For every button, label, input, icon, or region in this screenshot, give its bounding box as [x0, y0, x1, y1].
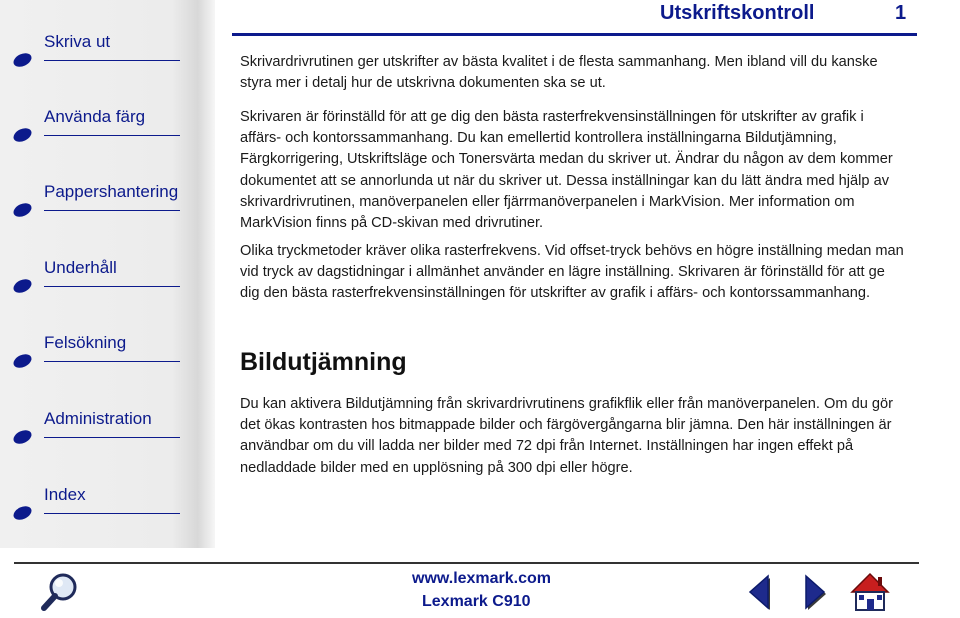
back-arrow-icon	[740, 570, 784, 614]
page-title: Utskriftskontroll	[660, 2, 815, 24]
page-number: 1	[895, 2, 907, 24]
sidebar-item-label: Skriva ut	[44, 32, 111, 51]
bullet-icon	[11, 126, 33, 145]
paragraph: Du kan aktivera Bildutjämning från skrivardrivrutinens grafikflik eller från manöverpanelen. Om du gör det ökas kontrasten hos bitmappade bilder och färgövergångarna blir jämna. Den här inställningen är användbar om du vill ladda ner bilder med 72 dpi från Internet. Inställningen har ingen effekt på nedladdade bilder med en upplösning på 300 dpi eller högre.	[240, 396, 893, 476]
search-button[interactable]	[38, 570, 82, 614]
back-button[interactable]	[740, 570, 784, 614]
sidebar-item-anvanda-farg[interactable]	[0, 107, 190, 147]
paragraph: Olika tryckmetoder kräver olika rasterfrekvens. Vid offset-tryck behövs en högre inställning medan man vid tryck av dagstidningar i allmänhet använder en lägre inställning. Skrivaren är förinställd för att ge dig den bästa rasterfrekvensinställningen för utskrifter av grafik i affärs- och kontorssammanhang.	[240, 243, 904, 302]
divider	[44, 437, 180, 438]
sidebar-item-label: Underhåll	[44, 258, 117, 277]
home-button[interactable]	[848, 570, 892, 614]
section-heading: Bildutjämning	[240, 348, 407, 376]
divider	[44, 286, 180, 287]
sidebar-item-label: Pappershantering	[44, 182, 179, 201]
sidebar-item-underhall[interactable]	[0, 258, 190, 298]
sidebar-item-skriva-ut[interactable]	[0, 32, 190, 72]
header-divider	[232, 33, 917, 36]
divider	[44, 513, 180, 514]
paragraph: Skrivardrivrutinen ger utskrifter av bästa kvalitet i de flesta sammanhang. Men ibland vill du kanske styra mer i detalj hur de utskrivna dokumenten ska se ut.	[240, 54, 878, 92]
home-icon	[848, 570, 892, 614]
divider	[44, 60, 180, 61]
sidebar-item-index[interactable]	[0, 485, 190, 525]
sidebar-item-label: Felsökning	[44, 333, 127, 352]
divider	[44, 210, 180, 211]
footer-model: Lexmark C910	[422, 593, 531, 610]
forward-button[interactable]	[792, 570, 836, 614]
forward-arrow-icon	[792, 570, 836, 614]
divider	[44, 361, 180, 362]
sidebar-item-label: Använda färg	[44, 107, 146, 126]
bullet-icon	[11, 428, 33, 447]
sidebar-item-administration[interactable]	[0, 409, 190, 449]
sidebar-item-label: Administration	[44, 409, 152, 428]
magnifier-icon	[38, 570, 82, 614]
paragraph: Skrivaren är förinställd för att ge dig den bästa rasterfrekvensinställningen för utskrifter av grafik i affärs- och kontorssammanhang. Du kan emellertid kontrollera inställningarna Bildutjämning, Färgkorrigering, Utskriftsläge och Tonersvärta medan du skriver ut. Ändrar du någon av dem kommer dokumentet att se annorlunda ut när du skriver ut. Dessa inställningar kan du lätt ändra med hjälp av skrivardrivrutinen, manöverpanelen eller fjärrmanöverpanelen i MarkVision. Mer information om MarkVision finns på CD-skivan med drivrutiner.	[240, 109, 893, 232]
sidebar-item-felsokning[interactable]	[0, 333, 190, 373]
footer-url-link[interactable]: www.lexmark.com	[412, 570, 552, 587]
bullet-icon	[11, 352, 33, 371]
footer-divider	[14, 562, 919, 564]
bullet-icon	[11, 51, 33, 70]
sidebar-item-pappershantering[interactable]	[0, 182, 190, 222]
bullet-icon	[11, 201, 33, 220]
sidebar-item-label: Index	[44, 485, 86, 504]
divider	[44, 135, 180, 136]
bullet-icon	[11, 504, 33, 523]
bullet-icon	[11, 277, 33, 296]
